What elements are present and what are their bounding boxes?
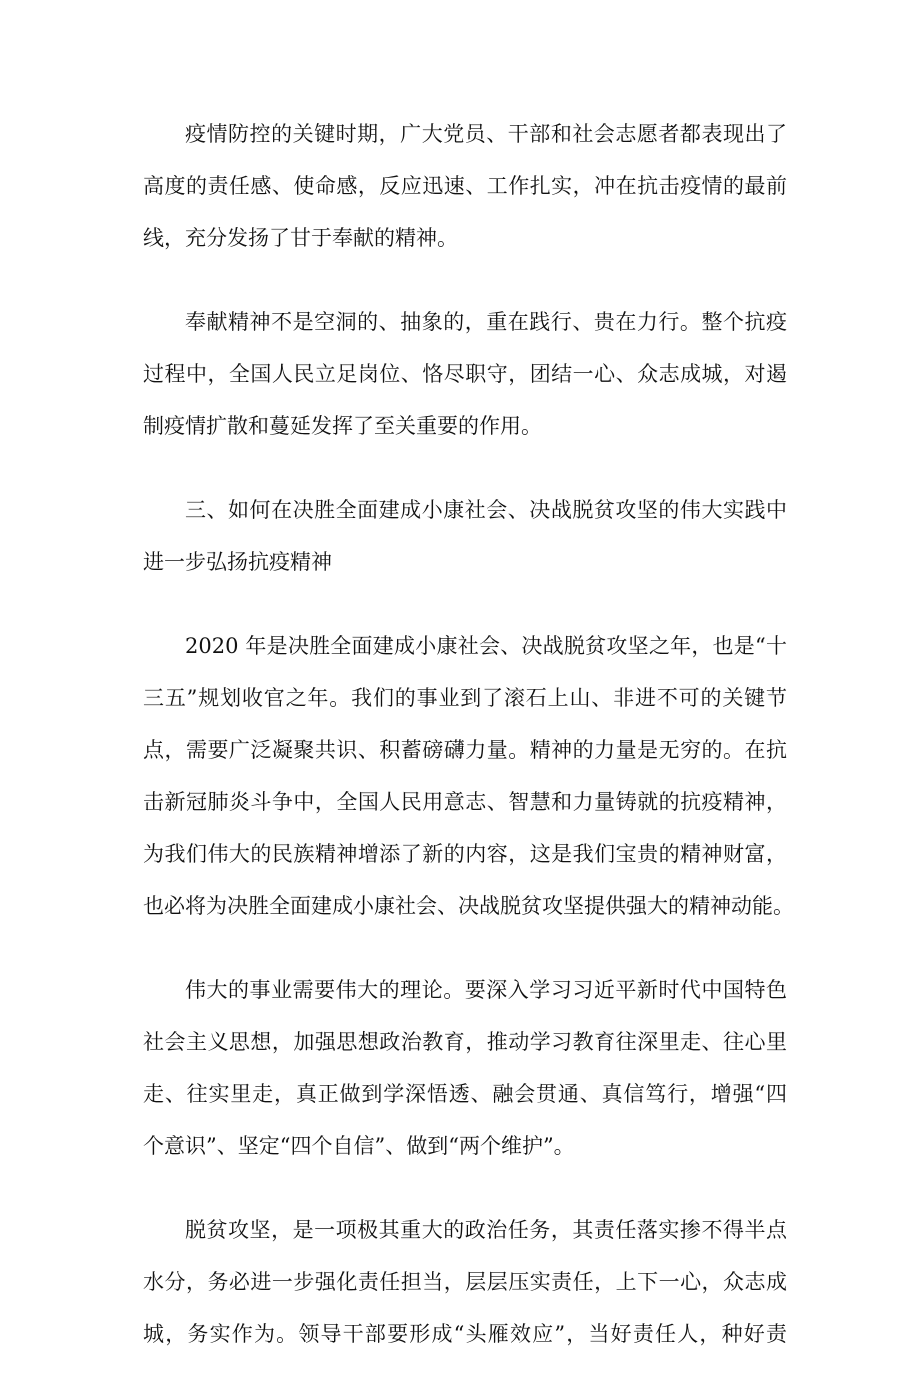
text-line: 三、如何在决胜全面建成小康社会、决战脱贫攻坚的伟大实践中 bbox=[185, 498, 787, 522]
text-line: 个意识”、坚定“四个自信”、做到“两个维护”。 bbox=[143, 1134, 575, 1158]
text-line: 过程中，全国人民立足岗位、恪尽职守，团结一心、众志成城，对遏 bbox=[143, 362, 787, 386]
text-line: 走、往实里走，真正做到学深悟透、融会贯通、真信笃行，增强“四 bbox=[143, 1082, 787, 1106]
text-line: 伟大的事业需要伟大的理论。要深入学习习近平新时代中国特色 bbox=[185, 978, 787, 1002]
text-line: 三五”规划收官之年。我们的事业到了滚石上山、非进不可的关键节 bbox=[143, 686, 787, 710]
text-line: 线，充分发扬了甘于奉献的精神。 bbox=[143, 226, 458, 250]
section-heading-3 bbox=[143, 484, 787, 588]
text-line: 水分，务必进一步强化责任担当，层层压实责任，上下一心，众志成 bbox=[143, 1270, 787, 1294]
document-body bbox=[143, 108, 794, 1392]
text-line: 2020 年是决胜全面建成小康社会、决战脱贫攻坚之年，也是“十 bbox=[185, 634, 787, 658]
text-line: 点，需要广泛凝聚共识、积蓄磅礴力量。精神的力量是无穷的。在抗 bbox=[143, 738, 787, 762]
paragraph-1 bbox=[143, 108, 787, 264]
text-line: 进一步弘扬抗疫精神 bbox=[143, 550, 332, 574]
text-line: 脱贫攻坚，是一项极其重大的政治任务，其责任落实掺不得半点 bbox=[185, 1218, 787, 1242]
paragraph-5 bbox=[143, 964, 787, 1172]
text-line: 奉献精神不是空洞的、抽象的，重在践行、贵在力行。整个抗疫 bbox=[185, 310, 787, 334]
text-line: 制疫情扩散和蔓延发挥了至关重要的作用。 bbox=[143, 414, 542, 438]
paragraph-2 bbox=[143, 296, 787, 452]
text-line: 城，务实作为。领导干部要形成“头雁效应”，当好责任人，种好责 bbox=[143, 1322, 787, 1346]
text-line: 社会主义思想，加强思想政治教育，推动学习教育往深里走、往心里 bbox=[143, 1030, 787, 1054]
text-line: 高度的责任感、使命感，反应迅速、工作扎实，冲在抗击疫情的最前 bbox=[143, 174, 787, 198]
text-line: 也必将为决胜全面建成小康社会、决战脱贫攻坚提供强大的精神动能。 bbox=[143, 894, 794, 918]
paragraph-6 bbox=[143, 1204, 787, 1360]
text-line: 击新冠肺炎斗争中，全国人民用意志、智慧和力量铸就的抗疫精神， bbox=[143, 790, 787, 814]
text-line: 疫情防控的关键时期，广大党员、干部和社会志愿者都表现出了 bbox=[185, 122, 787, 146]
paragraph-4 bbox=[143, 620, 794, 932]
text-line: 为我们伟大的民族精神增添了新的内容，这是我们宝贵的精神财富， bbox=[143, 842, 787, 866]
